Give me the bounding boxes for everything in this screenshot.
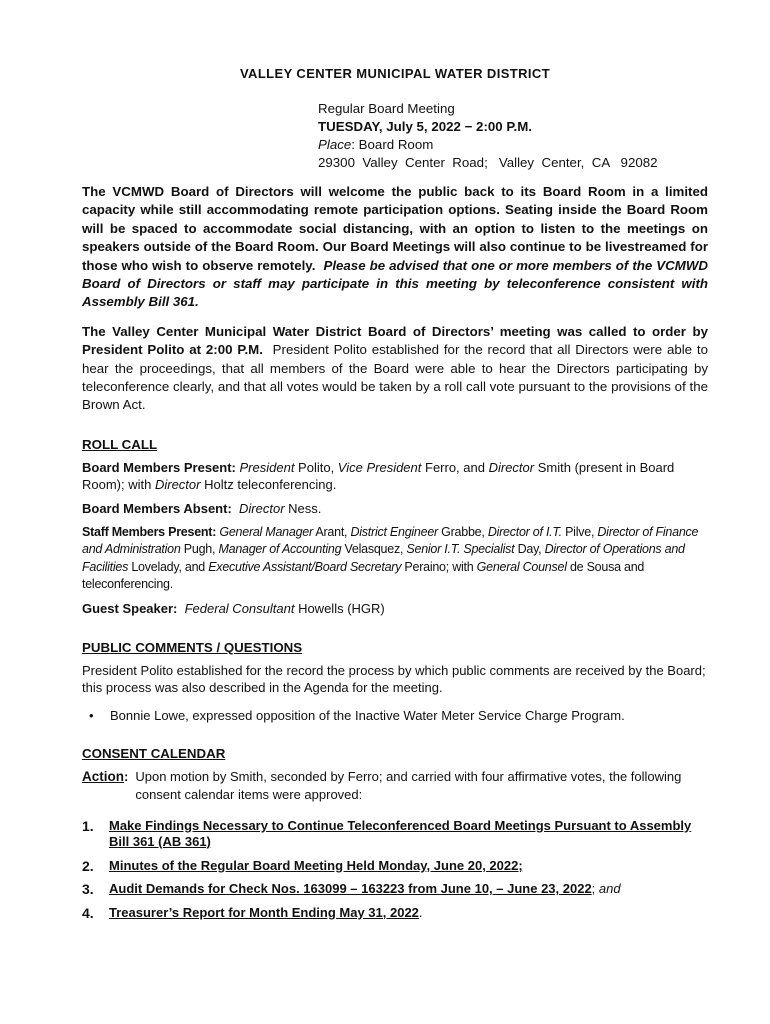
name-text: Pilve,	[561, 524, 598, 539]
item-text	[109, 818, 708, 851]
list-item	[82, 858, 708, 875]
welcome-bold-text: The VCMWD Board of Directors will welcome the public back to its Board Room in a limited capacity while still accommodating remote participation options. Seating inside the Board Room will be spaced to accommodate social distancing, with an option to listen to the meetings on speakers outside of the Board Room. Our Board Meetings will also continue to be livestreamed for those who wish to observe remotely.	[82, 184, 708, 273]
call-to-order-paragraph	[82, 323, 708, 415]
item-number: 1.	[82, 817, 94, 834]
guest-label: Guest Speaker:	[82, 601, 178, 617]
item-number: 4.	[82, 904, 94, 921]
title-text: Executive Assistant/Board Secretary	[208, 559, 402, 574]
meeting-place	[318, 136, 708, 154]
comment-text: Bonnie Lowe, expressed opposition of the Inactive Water Meter Service Charge Program.	[110, 707, 625, 723]
title-text: General Manager	[219, 524, 313, 539]
item-suffix: .	[418, 904, 423, 920]
call-to-order-bold: The Valley Center Municipal Water District Board of Directors’ meeting was called to order by President Polito at 2:00 P.M.	[82, 323, 708, 358]
place-label: Place	[318, 137, 352, 152]
title-text: Director of Operations and Facilities	[82, 542, 685, 574]
title-text: Vice President	[337, 459, 422, 475]
list-item	[82, 707, 708, 725]
consent-calendar-heading: CONSENT CALENDAR	[82, 746, 226, 762]
name-text: Grabbe,	[437, 524, 488, 539]
public-comments-text: President Polito established for the record the process by which public comments are received by the Board; this process was also described in the Agenda for the meeting.	[82, 662, 706, 696]
bullet-icon: •	[89, 707, 94, 723]
title-text: General Counsel	[476, 559, 567, 574]
action-label: Action	[82, 769, 124, 785]
place-value: : Board Room	[351, 137, 434, 152]
public-comments-heading: PUBLIC COMMENTS / QUESTIONS	[82, 639, 303, 655]
consent-items-list	[82, 818, 708, 922]
title-text: Director	[488, 459, 535, 475]
title-text: President	[239, 459, 295, 475]
name-text: Ness.	[284, 501, 322, 517]
title-text: Senior I.T. Specialist	[406, 542, 515, 557]
absent-label: Board Members Absent:	[82, 501, 232, 517]
name-text: Howells (HGR)	[294, 601, 385, 617]
staff-label: Staff Members Present:	[82, 524, 217, 539]
name-text: Velasquez,	[341, 542, 407, 557]
call-to-order-text: President Polito established for the record that all Directors were able to hear the proceedings, that all members of the Board were able to hear the Directors participating by teleconference clearly, and that all votes would be taken by a roll call vote pursuant to the provisions of the Brown Act.	[82, 342, 709, 413]
item-title: Minutes of the Regular Board Meeting Held Monday, June 20, 2022;	[109, 857, 523, 873]
item-title: Audit Demands for Check Nos. 163099 – 163223 from June 10, – June 23, 2022	[109, 881, 592, 897]
title-text: Director of Finance and Administration	[82, 524, 699, 557]
name-text: Holtz teleconferencing.	[200, 477, 337, 493]
minutes-page	[82, 66, 708, 928]
list-item	[82, 905, 708, 922]
name-text: Peraino; with	[401, 559, 477, 574]
name-text: Lovelady, and	[128, 559, 209, 574]
item-text	[109, 881, 708, 898]
meeting-info	[318, 100, 708, 172]
district-title: VALLEY CENTER MUNICIPAL WATER DISTRICT	[239, 66, 551, 81]
item-text	[109, 858, 708, 875]
public-comments-list	[82, 707, 708, 725]
board-members-absent	[82, 500, 708, 518]
item-tail: and	[598, 881, 621, 897]
consent-action	[82, 768, 708, 803]
name-text: de Sousa and teleconferencing.	[82, 559, 645, 592]
meeting-date-time: TUESDAY, July 5, 2022 − 2:00 P.M.	[318, 119, 532, 134]
title-text: Federal Consultant	[184, 601, 295, 617]
meeting-type: Regular Board Meeting	[318, 101, 455, 116]
title-text: Director	[154, 477, 201, 493]
item-number: 3.	[82, 881, 94, 898]
name-text: Polito,	[294, 459, 338, 475]
name-text: Pugh,	[180, 542, 219, 557]
board-members-present	[82, 459, 708, 494]
title-text: District Engineer	[350, 524, 438, 539]
item-suffix: ;	[591, 881, 599, 897]
name-text: Arant,	[312, 524, 351, 539]
meeting-address: 29300 Valley Center Road; Valley Center, CA 92082	[318, 155, 658, 170]
title-text: Manager of Accounting	[218, 542, 342, 557]
item-title: Make Findings Necessary to Continue Teleconferenced Board Meetings Pursuant to Assembly Bill 361 (AB 361)	[109, 817, 692, 850]
welcome-italic-text: Please be advised that one or more members of the VCMWD Board of Directors or staff may participate in this meeting by teleconference consistent with Assembly Bill 361.	[82, 257, 708, 310]
name-text: Ferro, and	[421, 459, 489, 475]
item-text	[109, 905, 708, 922]
action-colon: :	[124, 769, 129, 785]
present-label: Board Members Present:	[82, 459, 236, 475]
roll-call-heading: ROLL CALL	[82, 436, 158, 452]
guest-speaker	[82, 600, 708, 618]
name-text: Smith (present in Board Room); with	[82, 459, 675, 493]
name-text: Day,	[514, 542, 545, 557]
staff-members-present	[82, 524, 708, 594]
list-item	[82, 881, 708, 898]
welcome-paragraph	[82, 183, 708, 312]
title-text: Director	[239, 501, 285, 517]
action-text: Upon motion by Smith, seconded by Ferro; and carried with four affirmative votes, the following consent calendar items were approved:	[135, 769, 682, 802]
list-item	[82, 818, 708, 851]
item-title: Treasurer’s Report for Month Ending May 31, 2022	[109, 904, 419, 920]
item-number: 2.	[82, 857, 94, 874]
title-text: Director of I.T.	[487, 524, 562, 539]
